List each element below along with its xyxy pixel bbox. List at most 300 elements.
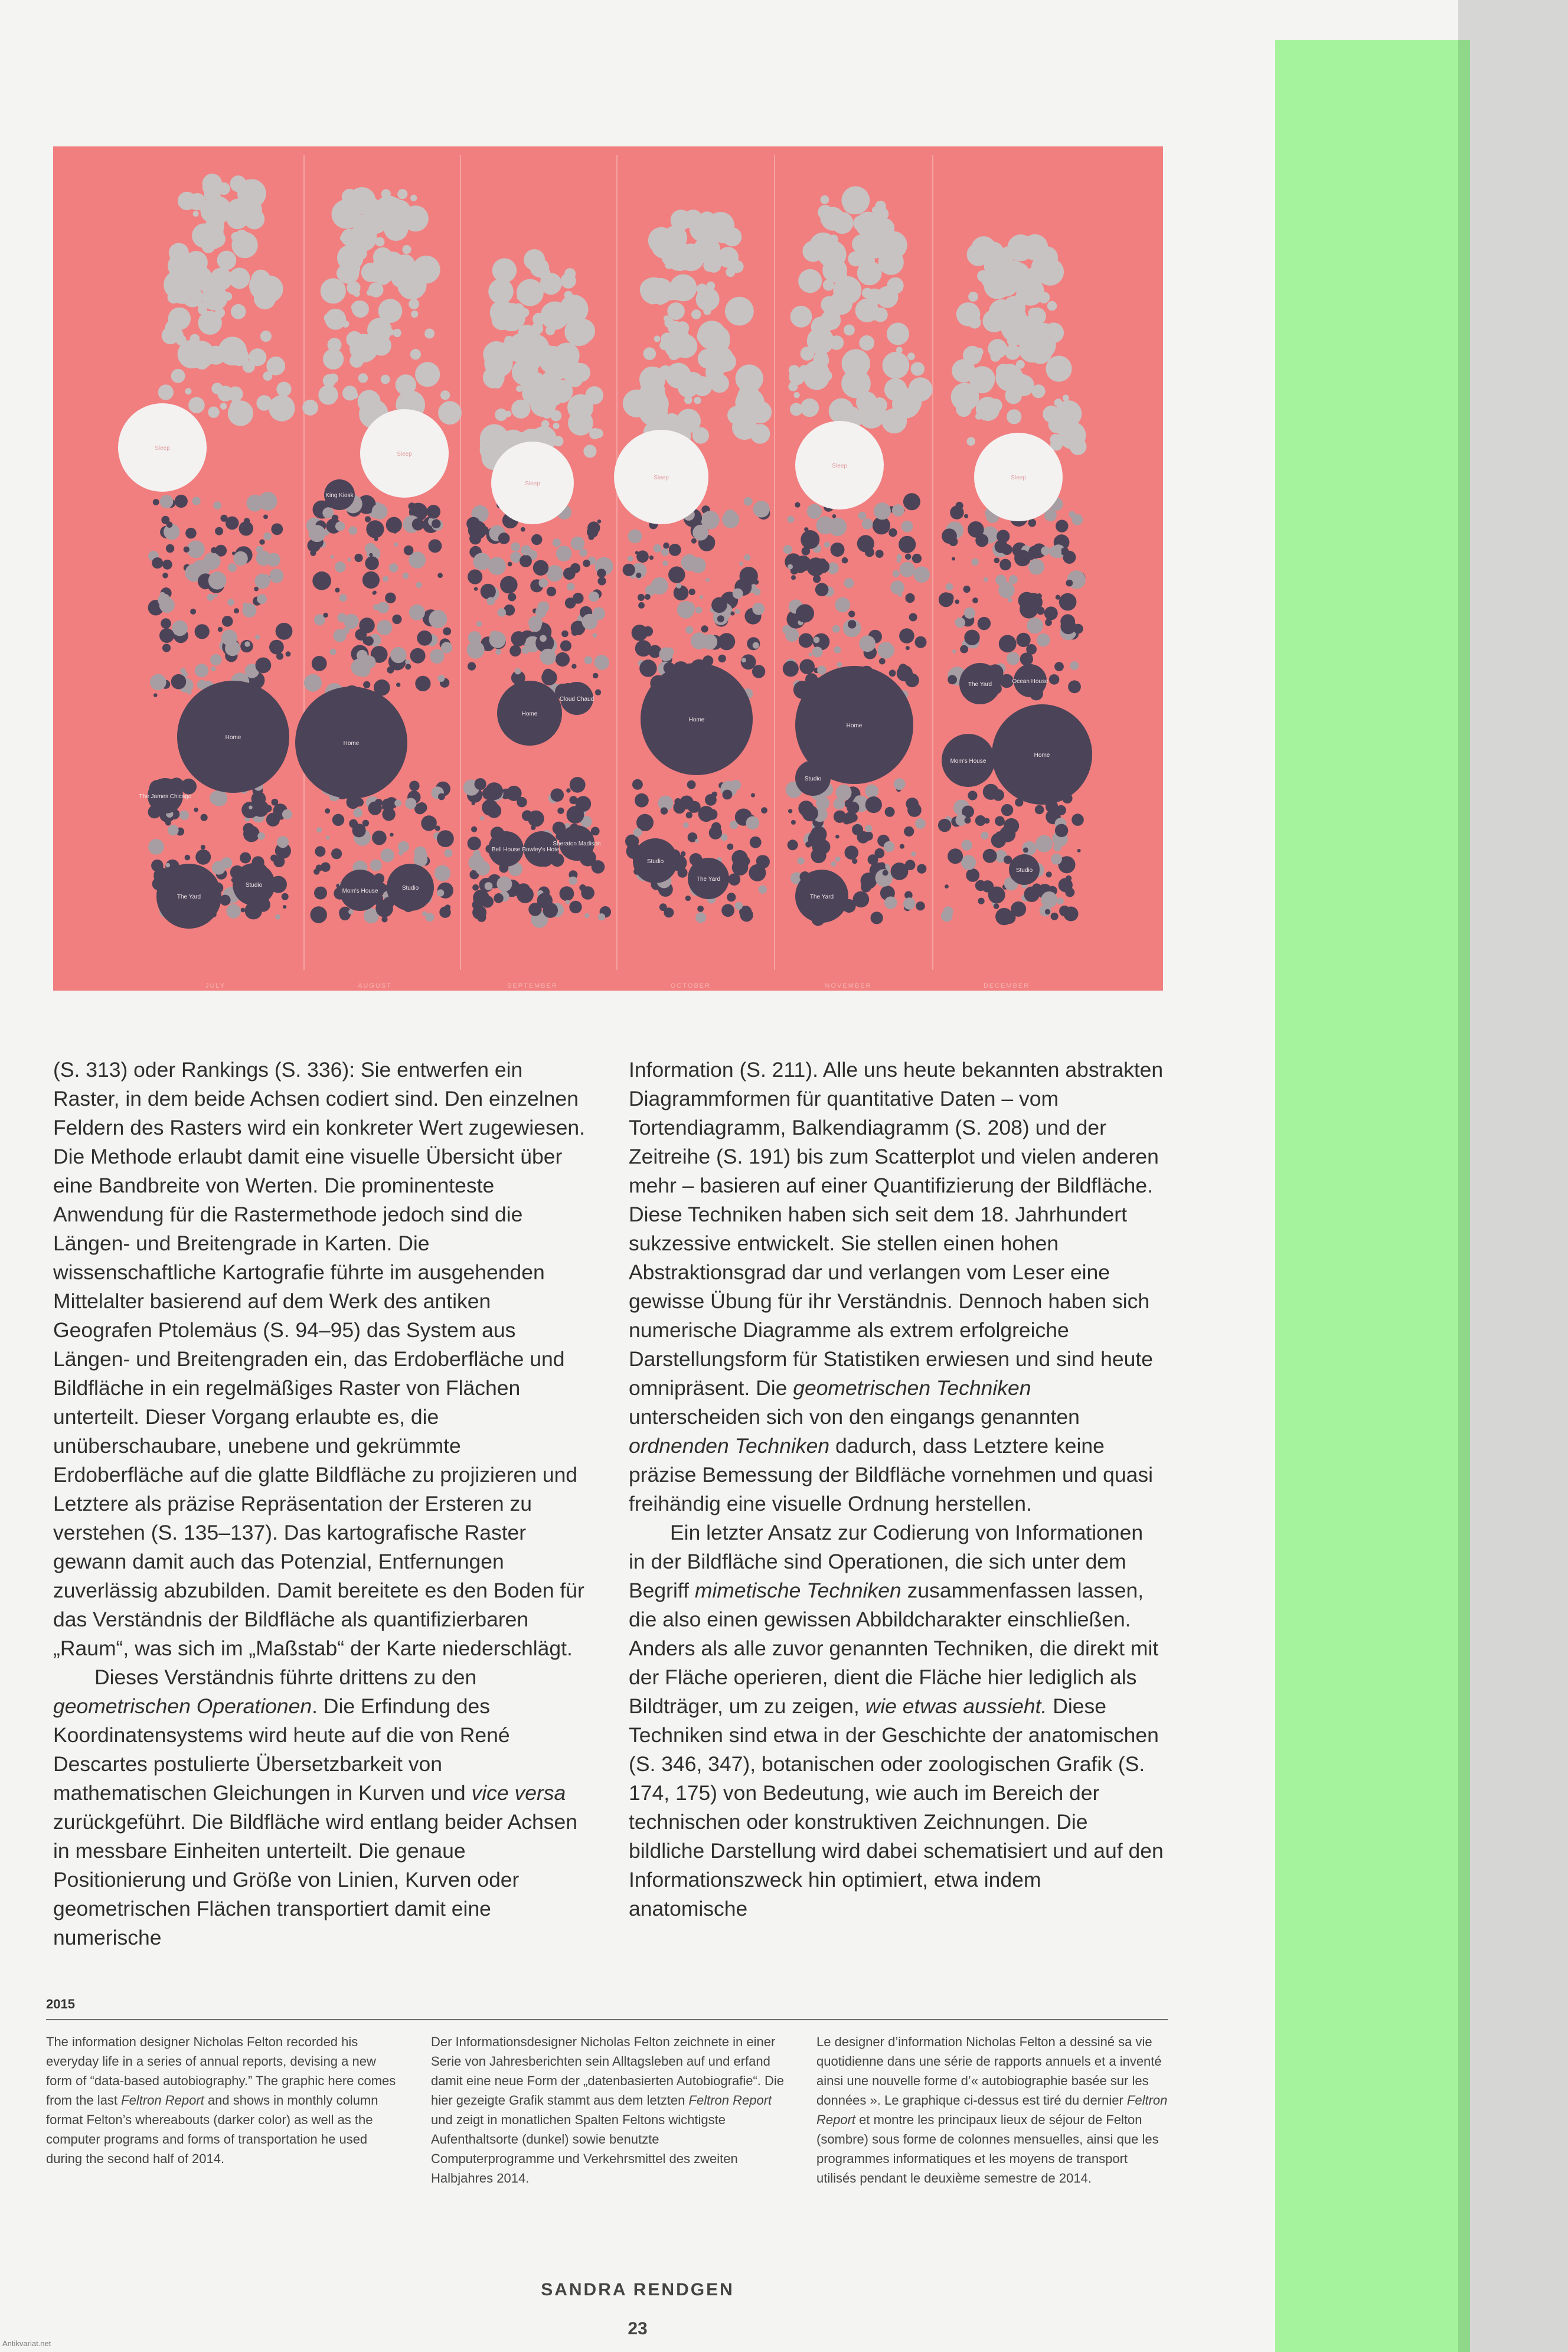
program-bubble — [890, 328, 907, 345]
place-bubble — [905, 674, 919, 688]
program-bubble — [534, 331, 540, 337]
program-bubble — [367, 318, 392, 342]
place-bubble — [567, 583, 574, 590]
place-bubble — [1060, 619, 1076, 634]
program-bubble — [550, 380, 573, 403]
place-bubble — [349, 819, 358, 828]
place-bubble — [243, 603, 247, 607]
place-bubble — [195, 624, 210, 639]
program-bubble — [675, 321, 689, 335]
place-bubble — [749, 864, 766, 881]
place-bubble — [269, 569, 283, 583]
place-bubble — [386, 517, 402, 533]
month-label: JULY — [205, 982, 226, 989]
program-bubble — [694, 397, 701, 404]
place-bubble — [1051, 854, 1062, 865]
program-bubble — [260, 331, 272, 342]
place-bubble — [837, 662, 842, 667]
program-bubble — [640, 278, 663, 301]
program-bubble — [208, 407, 219, 418]
place-bubble — [335, 588, 339, 593]
place-bubble — [946, 583, 953, 591]
place-bubble — [730, 612, 734, 616]
bubble-label: Studio — [401, 885, 419, 891]
place-bubble — [744, 554, 751, 561]
program-bubble — [583, 445, 596, 458]
place-bubble — [226, 904, 240, 918]
bubble-label: Sheraton Madison — [553, 841, 601, 847]
place-bubble — [815, 583, 829, 596]
bubble-label: The Yard — [696, 876, 721, 883]
place-bubble — [160, 592, 165, 597]
program-bubble — [667, 302, 685, 320]
program-bubble — [483, 367, 505, 388]
program-bubble — [493, 317, 502, 326]
place-bubble — [1041, 546, 1050, 555]
place-bubble — [943, 906, 953, 916]
place-bubble — [152, 557, 163, 569]
place-bubble — [348, 909, 354, 914]
place-bubble — [651, 577, 668, 594]
bubble-label: Home — [225, 734, 241, 741]
place-bubble — [560, 886, 574, 901]
place-bubble — [812, 646, 823, 657]
place-bubble — [381, 916, 387, 922]
place-bubble — [218, 627, 223, 632]
place-bubble — [495, 649, 501, 655]
place-bubble — [659, 647, 673, 661]
place-bubble — [228, 563, 237, 572]
place-bubble — [417, 802, 427, 813]
program-bubble — [1027, 331, 1056, 360]
place-bubble — [529, 620, 541, 632]
program-bubble — [332, 200, 361, 228]
program-bubble — [798, 269, 822, 293]
place-bubble — [865, 825, 872, 832]
program-bubble — [185, 251, 208, 274]
program-bubble — [996, 364, 1024, 391]
program-bubble — [402, 245, 411, 254]
place-bubble — [963, 586, 971, 593]
place-bubble — [563, 567, 576, 580]
place-bubble — [888, 528, 897, 537]
place-bubble — [913, 566, 930, 583]
program-bubble — [711, 218, 735, 243]
place-bubble — [1049, 674, 1060, 685]
place-bubble — [695, 839, 699, 843]
program-bubble — [857, 261, 882, 286]
place-bubble — [566, 788, 570, 792]
place-bubble — [1066, 580, 1073, 587]
place-bubble — [691, 538, 697, 544]
place-bubble — [488, 557, 506, 575]
place-bubble — [441, 642, 452, 653]
place-bubble — [524, 812, 529, 817]
caption-english: The information designer Nicholas Felton recorded his everyday life in a series of annual reports, devising a new form of “data-based autobiography.” The graphic here comes from the last Feltron Report and shows in monthly column format Felton’s whereabouts (darker color) as well as the computer programs and forms of transportation he used during the second half of 2014. — [46, 2034, 396, 2166]
program-bubble — [969, 316, 981, 329]
program-bubble — [415, 362, 440, 387]
place-bubble — [964, 630, 979, 645]
program-bubble — [220, 403, 227, 409]
place-bubble — [862, 518, 873, 530]
place-bubble — [372, 504, 388, 520]
bubble-label: Sleep — [397, 451, 412, 458]
place-bubble — [909, 613, 917, 622]
program-bubble — [176, 335, 187, 345]
place-bubble — [494, 893, 503, 903]
place-bubble — [326, 836, 330, 840]
place-bubble — [988, 887, 1005, 904]
place-bubble — [964, 607, 975, 619]
program-bubble — [438, 401, 462, 424]
place-bubble — [842, 557, 848, 564]
place-bubble — [362, 820, 369, 827]
place-bubble — [584, 913, 589, 918]
place-bubble — [783, 545, 792, 554]
program-bubble — [512, 359, 538, 386]
place-bubble — [410, 648, 426, 664]
place-bubble — [811, 848, 827, 863]
program-bubble — [956, 401, 971, 417]
program-bubble — [367, 211, 386, 230]
place-bubble — [339, 594, 347, 602]
place-bubble — [587, 521, 600, 534]
place-bubble — [159, 597, 175, 613]
place-bubble — [818, 558, 827, 567]
place-bubble — [272, 799, 279, 806]
place-bubble — [741, 658, 746, 662]
place-bubble — [369, 553, 373, 557]
place-bubble — [751, 793, 755, 797]
place-bubble — [148, 839, 164, 855]
program-bubble — [696, 288, 720, 311]
place-bubble — [879, 658, 886, 665]
month-label: DECEMBER — [983, 982, 1030, 989]
place-bubble — [915, 636, 927, 648]
place-bubble — [259, 539, 264, 544]
caption-year: 2015 — [46, 1997, 75, 2011]
program-bubble — [358, 373, 368, 383]
place-bubble — [381, 848, 394, 862]
program-bubble — [643, 347, 656, 360]
place-bubble — [282, 809, 292, 819]
month-label: OCTOBER — [670, 982, 711, 989]
bubble-label: Studio — [646, 858, 664, 865]
bubble-label: Sleep — [155, 445, 170, 452]
place-bubble — [571, 664, 576, 669]
place-bubble — [538, 579, 548, 588]
place-bubble — [579, 548, 587, 557]
place-bubble — [835, 597, 850, 613]
place-bubble — [390, 833, 393, 837]
place-bubble — [409, 781, 419, 791]
place-bubble — [429, 610, 447, 628]
program-bubble — [209, 231, 215, 237]
place-bubble — [415, 676, 430, 691]
place-bubble — [645, 594, 651, 600]
place-bubble — [903, 493, 920, 510]
program-bubble — [669, 283, 685, 300]
place-bubble — [697, 906, 704, 912]
place-bubble — [809, 653, 812, 656]
place-bubble — [184, 547, 190, 553]
place-bubble — [390, 647, 406, 663]
place-bubble — [633, 828, 642, 837]
place-bubble — [813, 575, 821, 583]
place-bubble — [638, 602, 645, 609]
place-bubble — [724, 509, 736, 521]
bubble-label: Cloud Chaud — [559, 696, 594, 703]
place-bubble — [788, 809, 792, 813]
program-bubble — [231, 304, 246, 319]
place-bubble — [468, 855, 484, 871]
place-bubble — [263, 515, 268, 520]
program-bubble — [853, 215, 868, 231]
place-bubble — [952, 557, 955, 561]
place-bubble — [903, 897, 916, 910]
place-bubble — [683, 822, 689, 828]
place-bubble — [355, 798, 364, 806]
place-bubble — [834, 646, 841, 654]
place-bubble — [256, 551, 272, 566]
place-bubble — [489, 632, 506, 648]
place-bubble — [332, 814, 344, 826]
place-bubble — [234, 608, 239, 613]
place-bubble — [799, 633, 814, 648]
program-bubble — [210, 268, 233, 290]
place-bubble — [1053, 844, 1061, 852]
program-bubble — [410, 349, 421, 360]
place-bubble — [487, 597, 495, 605]
place-bubble — [1017, 633, 1031, 647]
place-bubble — [337, 613, 347, 623]
place-bubble — [964, 514, 968, 518]
program-bubble — [266, 357, 285, 375]
place-bubble — [1059, 593, 1077, 611]
program-bubble — [218, 337, 247, 365]
program-bubble — [201, 198, 226, 224]
place-bubble — [481, 896, 494, 908]
place-bubble — [723, 790, 733, 800]
place-bubble — [584, 656, 593, 665]
place-bubble — [547, 565, 563, 582]
program-bubble — [158, 384, 174, 400]
place-bubble — [331, 848, 342, 859]
place-bubble — [999, 635, 1017, 653]
place-bubble — [995, 574, 1006, 585]
place-bubble — [168, 825, 179, 836]
place-bubble — [1024, 887, 1040, 902]
place-bubble — [791, 820, 796, 825]
place-bubble — [756, 855, 767, 867]
place-bubble — [215, 527, 223, 535]
place-bubble — [233, 551, 247, 566]
program-bubble — [685, 248, 704, 267]
place-bubble — [817, 665, 826, 674]
place-bubble — [913, 807, 919, 813]
place-bubble — [275, 914, 280, 920]
program-bubble — [341, 228, 359, 246]
place-bubble — [705, 794, 717, 806]
place-bubble — [276, 623, 293, 640]
place-bubble — [392, 615, 401, 624]
place-bubble — [528, 811, 544, 827]
place-bubble — [878, 642, 894, 658]
place-bubble — [893, 570, 900, 577]
place-bubble — [168, 533, 172, 537]
program-bubble — [789, 365, 800, 376]
place-bubble — [385, 593, 396, 603]
program-bubble — [488, 279, 514, 304]
place-bubble — [197, 680, 207, 690]
place-bubble — [593, 673, 598, 678]
program-bubble — [381, 189, 391, 198]
place-bubble — [889, 669, 896, 677]
place-bubble — [249, 806, 252, 809]
place-bubble — [972, 558, 979, 566]
place-bubble — [430, 649, 445, 664]
place-bubble — [435, 825, 440, 831]
place-bubble — [373, 591, 377, 594]
place-bubble — [721, 904, 734, 917]
place-bubble — [351, 658, 370, 677]
program-bubble — [793, 392, 799, 398]
bubble-label: Home — [688, 717, 705, 723]
place-bubble — [938, 819, 951, 832]
bubble-label: Ocean House — [1012, 678, 1048, 685]
month-label: SEPTEMBER — [507, 982, 558, 989]
program-bubble — [668, 349, 679, 360]
place-bubble — [891, 863, 909, 880]
bubble-label: Sleep — [1011, 475, 1026, 481]
place-bubble — [995, 540, 1008, 553]
place-bubble — [273, 856, 285, 867]
place-bubble — [365, 556, 378, 570]
bubble-label: Home — [1034, 752, 1050, 759]
place-bubble — [472, 802, 475, 805]
place-bubble — [508, 593, 516, 601]
place-bubble — [735, 609, 740, 614]
program-bubble — [393, 329, 401, 337]
program-bubble — [988, 339, 1007, 358]
bubble-label: Sleep — [832, 463, 847, 469]
program-bubble — [986, 410, 995, 419]
place-bubble — [557, 808, 564, 814]
place-bubble — [752, 603, 765, 615]
place-bubble — [416, 582, 422, 588]
program-bubble — [1034, 267, 1049, 283]
place-bubble — [255, 635, 260, 639]
place-bubble — [354, 554, 362, 562]
place-bubble — [802, 805, 818, 821]
program-bubble — [697, 329, 711, 344]
program-bubble — [883, 256, 893, 265]
place-bubble — [593, 633, 597, 638]
place-bubble — [515, 668, 521, 675]
place-bubble — [509, 645, 521, 656]
program-bubble — [984, 252, 1011, 279]
place-bubble — [243, 823, 254, 834]
program-bubble — [564, 268, 576, 279]
place-bubble — [226, 517, 239, 530]
place-bubble — [740, 909, 753, 922]
bubble-label: Home — [521, 711, 538, 717]
program-bubble — [553, 423, 560, 429]
place-bubble — [948, 848, 963, 864]
place-bubble — [443, 628, 451, 636]
place-bubble — [1069, 511, 1076, 518]
place-bubble — [540, 635, 547, 642]
place-bubble — [377, 620, 392, 635]
place-bubble — [353, 808, 362, 818]
program-bubble — [217, 251, 237, 270]
place-bubble — [729, 873, 741, 886]
place-bubble — [904, 827, 914, 837]
place-bubble — [791, 575, 796, 580]
place-bubble — [981, 832, 988, 839]
program-bubble — [174, 256, 181, 263]
place-bubble — [422, 912, 427, 916]
place-bubble — [905, 593, 914, 603]
place-bubble — [172, 620, 188, 636]
place-bubble — [1028, 559, 1044, 575]
place-bubble — [468, 662, 476, 671]
place-bubble — [733, 589, 743, 599]
program-bubble — [750, 424, 770, 444]
bubble-label: The Yard — [968, 681, 992, 688]
place-bubble — [669, 544, 681, 556]
program-bubble — [351, 264, 360, 273]
place-bubble — [649, 556, 654, 560]
program-bubble — [725, 297, 754, 326]
place-bubble — [363, 681, 370, 688]
program-bubble — [651, 231, 680, 259]
place-bubble — [753, 642, 759, 649]
place-bubble — [842, 816, 851, 824]
place-bubble — [900, 562, 915, 577]
place-bubble — [1001, 804, 1013, 816]
place-bubble — [166, 863, 171, 868]
program-bubble — [243, 360, 255, 373]
caption-divider — [46, 2019, 1168, 2020]
place-bubble — [195, 850, 211, 865]
place-bubble — [939, 592, 953, 607]
place-bubble — [482, 799, 498, 816]
place-bubble — [396, 682, 400, 687]
place-bubble — [983, 849, 997, 863]
place-bubble — [508, 562, 512, 567]
place-bubble — [244, 518, 250, 524]
place-bubble — [705, 578, 710, 582]
place-bubble — [1007, 652, 1020, 665]
place-bubble — [972, 597, 978, 603]
caption-german: Der Informationsdesigner Nicholas Felton zeichnete in einer Serie von Jahresberichten sein Alltagsleben auf und erfand damit eine neue Form der „datenbasierten Autobiografie“. Die hier gezeigte Grafik stammt aus dem letzten Feltron Report und zeigt in monatlichen Spalten Feltons wichtigste Aufenthaltsorte (dunkel) sowie benutzte Computerprogramme und Verkehrsmittel des zweiten Halbjahres 2014. — [431, 2034, 785, 2186]
place-bubble — [832, 514, 837, 518]
program-bubble — [1001, 315, 1030, 343]
place-bubble — [848, 620, 856, 628]
place-bubble — [731, 850, 747, 866]
program-bubble — [790, 403, 803, 416]
place-bubble — [1055, 824, 1068, 837]
place-bubble — [311, 906, 327, 923]
program-bubble — [1007, 345, 1019, 358]
program-bubble — [639, 367, 665, 393]
program-bubble — [563, 367, 579, 383]
place-bubble — [955, 618, 965, 628]
program-bubble — [911, 362, 925, 375]
place-bubble — [874, 502, 891, 520]
place-bubble — [202, 584, 208, 590]
